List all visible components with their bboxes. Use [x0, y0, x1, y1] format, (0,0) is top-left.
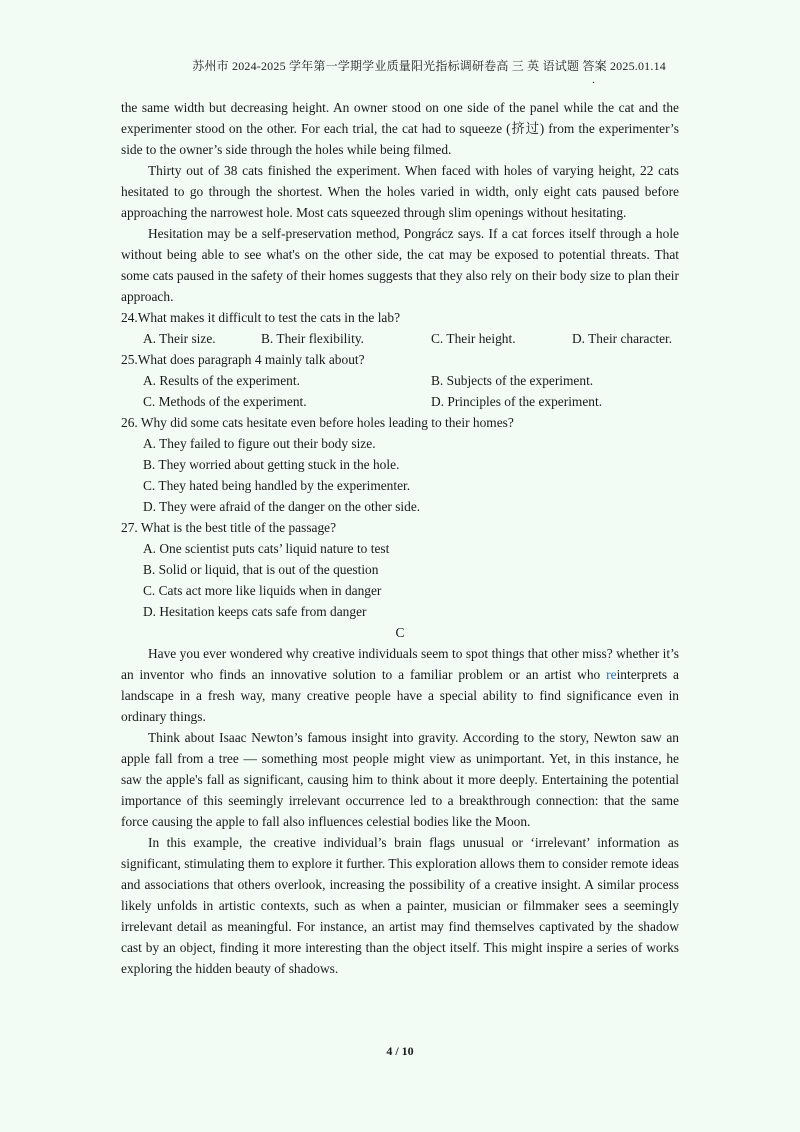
passage-c-paragraph-1 — [121, 643, 679, 727]
option-a: A. Their size. — [143, 331, 216, 346]
paragraph-text-start: Have you ever wondered why creative individuals seem to spot things that other miss? whether it’s an inventor who finds an innovative solution to a familiar problem or an artist who — [121, 646, 679, 682]
option-c: C. Their height. — [431, 331, 516, 346]
passage-b-paragraph-3: Hesitation may be a self-preservation method, Pongrácz says. If a cat forces itself through a hole without being able to see what's on the other side, the cat may be exposed to potential threats. That some cats paused in the safety of their homes suggests that they also rely on their body size to plan their approach. — [121, 226, 679, 304]
option-c: C. Cats act more like liquids when in danger — [143, 583, 382, 598]
question-27 — [121, 517, 679, 622]
option-d: D. Hesitation keeps cats safe from danger — [143, 604, 367, 619]
option-c: C. They hated being handled by the experimenter. — [143, 478, 411, 493]
option-b: B. Subjects of the experiment. — [431, 373, 594, 388]
question-stem: 25.What does paragraph 4 mainly talk about? — [121, 352, 365, 367]
option-b: B. Their flexibility. — [261, 331, 365, 346]
page-content — [121, 97, 679, 979]
question-26 — [121, 412, 679, 517]
page-header: 苏州市 2024-2025 学年第一学期学业质量阳光指标调研卷高 三 英 语试题 答案 2025.01.14 — [192, 59, 666, 73]
option-d: D. They were afraid of the danger on the other side. — [143, 499, 421, 514]
option-b: B. They worried about getting stuck in the hole. — [143, 457, 400, 472]
question-stem: 26. Why did some cats hesitate even before holes leading to their homes? — [121, 415, 514, 430]
paragraph-text-end: interprets a landscape in a fresh way, many creative people have a special ability to find significance even in ordinary things. — [121, 667, 680, 724]
option-a: A. They failed to figure out their body size. — [143, 436, 376, 451]
question-25 — [121, 349, 679, 412]
passage-b-paragraph-1: the same width but decreasing height. An owner stood on one side of the panel while the cat and the experimenter stood on the other. For each trial, the cat had to squeeze (挤过) from the experimenter’s side to the owner’s side through the holes while being filmed. — [121, 100, 679, 157]
highlighted-prefix: re — [606, 667, 617, 682]
page-number: 4 / 10 — [386, 1044, 414, 1058]
option-d: D. Principles of the experiment. — [431, 394, 603, 409]
option-d: D. Their character. — [572, 331, 673, 346]
option-b: B. Solid or liquid, that is out of the question — [143, 562, 379, 577]
header-dot: . — [592, 72, 595, 86]
option-row — [121, 328, 679, 349]
question-24 — [121, 307, 679, 349]
passage-c-paragraph-3: In this example, the creative individual’s brain flags unusual or ‘irrelevant’ information as significant, stimulating them to explore it further. This exploration allows them to consider remote ideas and associations that others overlook, increasing the possibility of a creative insight. A similar process likely unfolds in artistic contexts, such as when a painter, musician or filmmaker sees a seemingly irrelevant detail as meaningful. For instance, an artist may find themselves captivated by the shadow cast by an object, finding it more interesting than the object itself. This might inspire a series of works exploring the hidden beauty of shadows. — [121, 835, 679, 976]
option-a: A. One scientist puts cats’ liquid nature to test — [143, 541, 390, 556]
option-a: A. Results of the experiment. — [143, 373, 300, 388]
question-stem: 24.What makes it difficult to test the cats in the lab? — [121, 310, 401, 325]
option-c: C. Methods of the experiment. — [143, 394, 307, 409]
passage-b-paragraph-2: Thirty out of 38 cats finished the experiment. When faced with holes of varying height, 22 cats hesitated to go through the shortest. When the holes varied in width, only eight cats paused before approaching the narrowest hole. Most cats squeezed through slim openings without hesitating. — [121, 163, 679, 220]
option-row — [121, 370, 679, 391]
passage-c-paragraph-2: Think about Isaac Newton’s famous insight into gravity. According to the story, Newton saw an apple fall from a tree — something most people might view as unimportant. Yet, in this instance, he saw the apple's fall as significant, causing him to think about it more deeply. Entertaining the potential importance of this seemingly irrelevant occurrence led to a breakthrough connection: that the same force causing the apple to fall also influences celestial bodies like the Moon. — [121, 730, 679, 829]
option-row — [121, 391, 679, 412]
section-label-c: C — [395, 625, 405, 640]
question-stem: 27. What is the best title of the passage? — [121, 520, 337, 535]
